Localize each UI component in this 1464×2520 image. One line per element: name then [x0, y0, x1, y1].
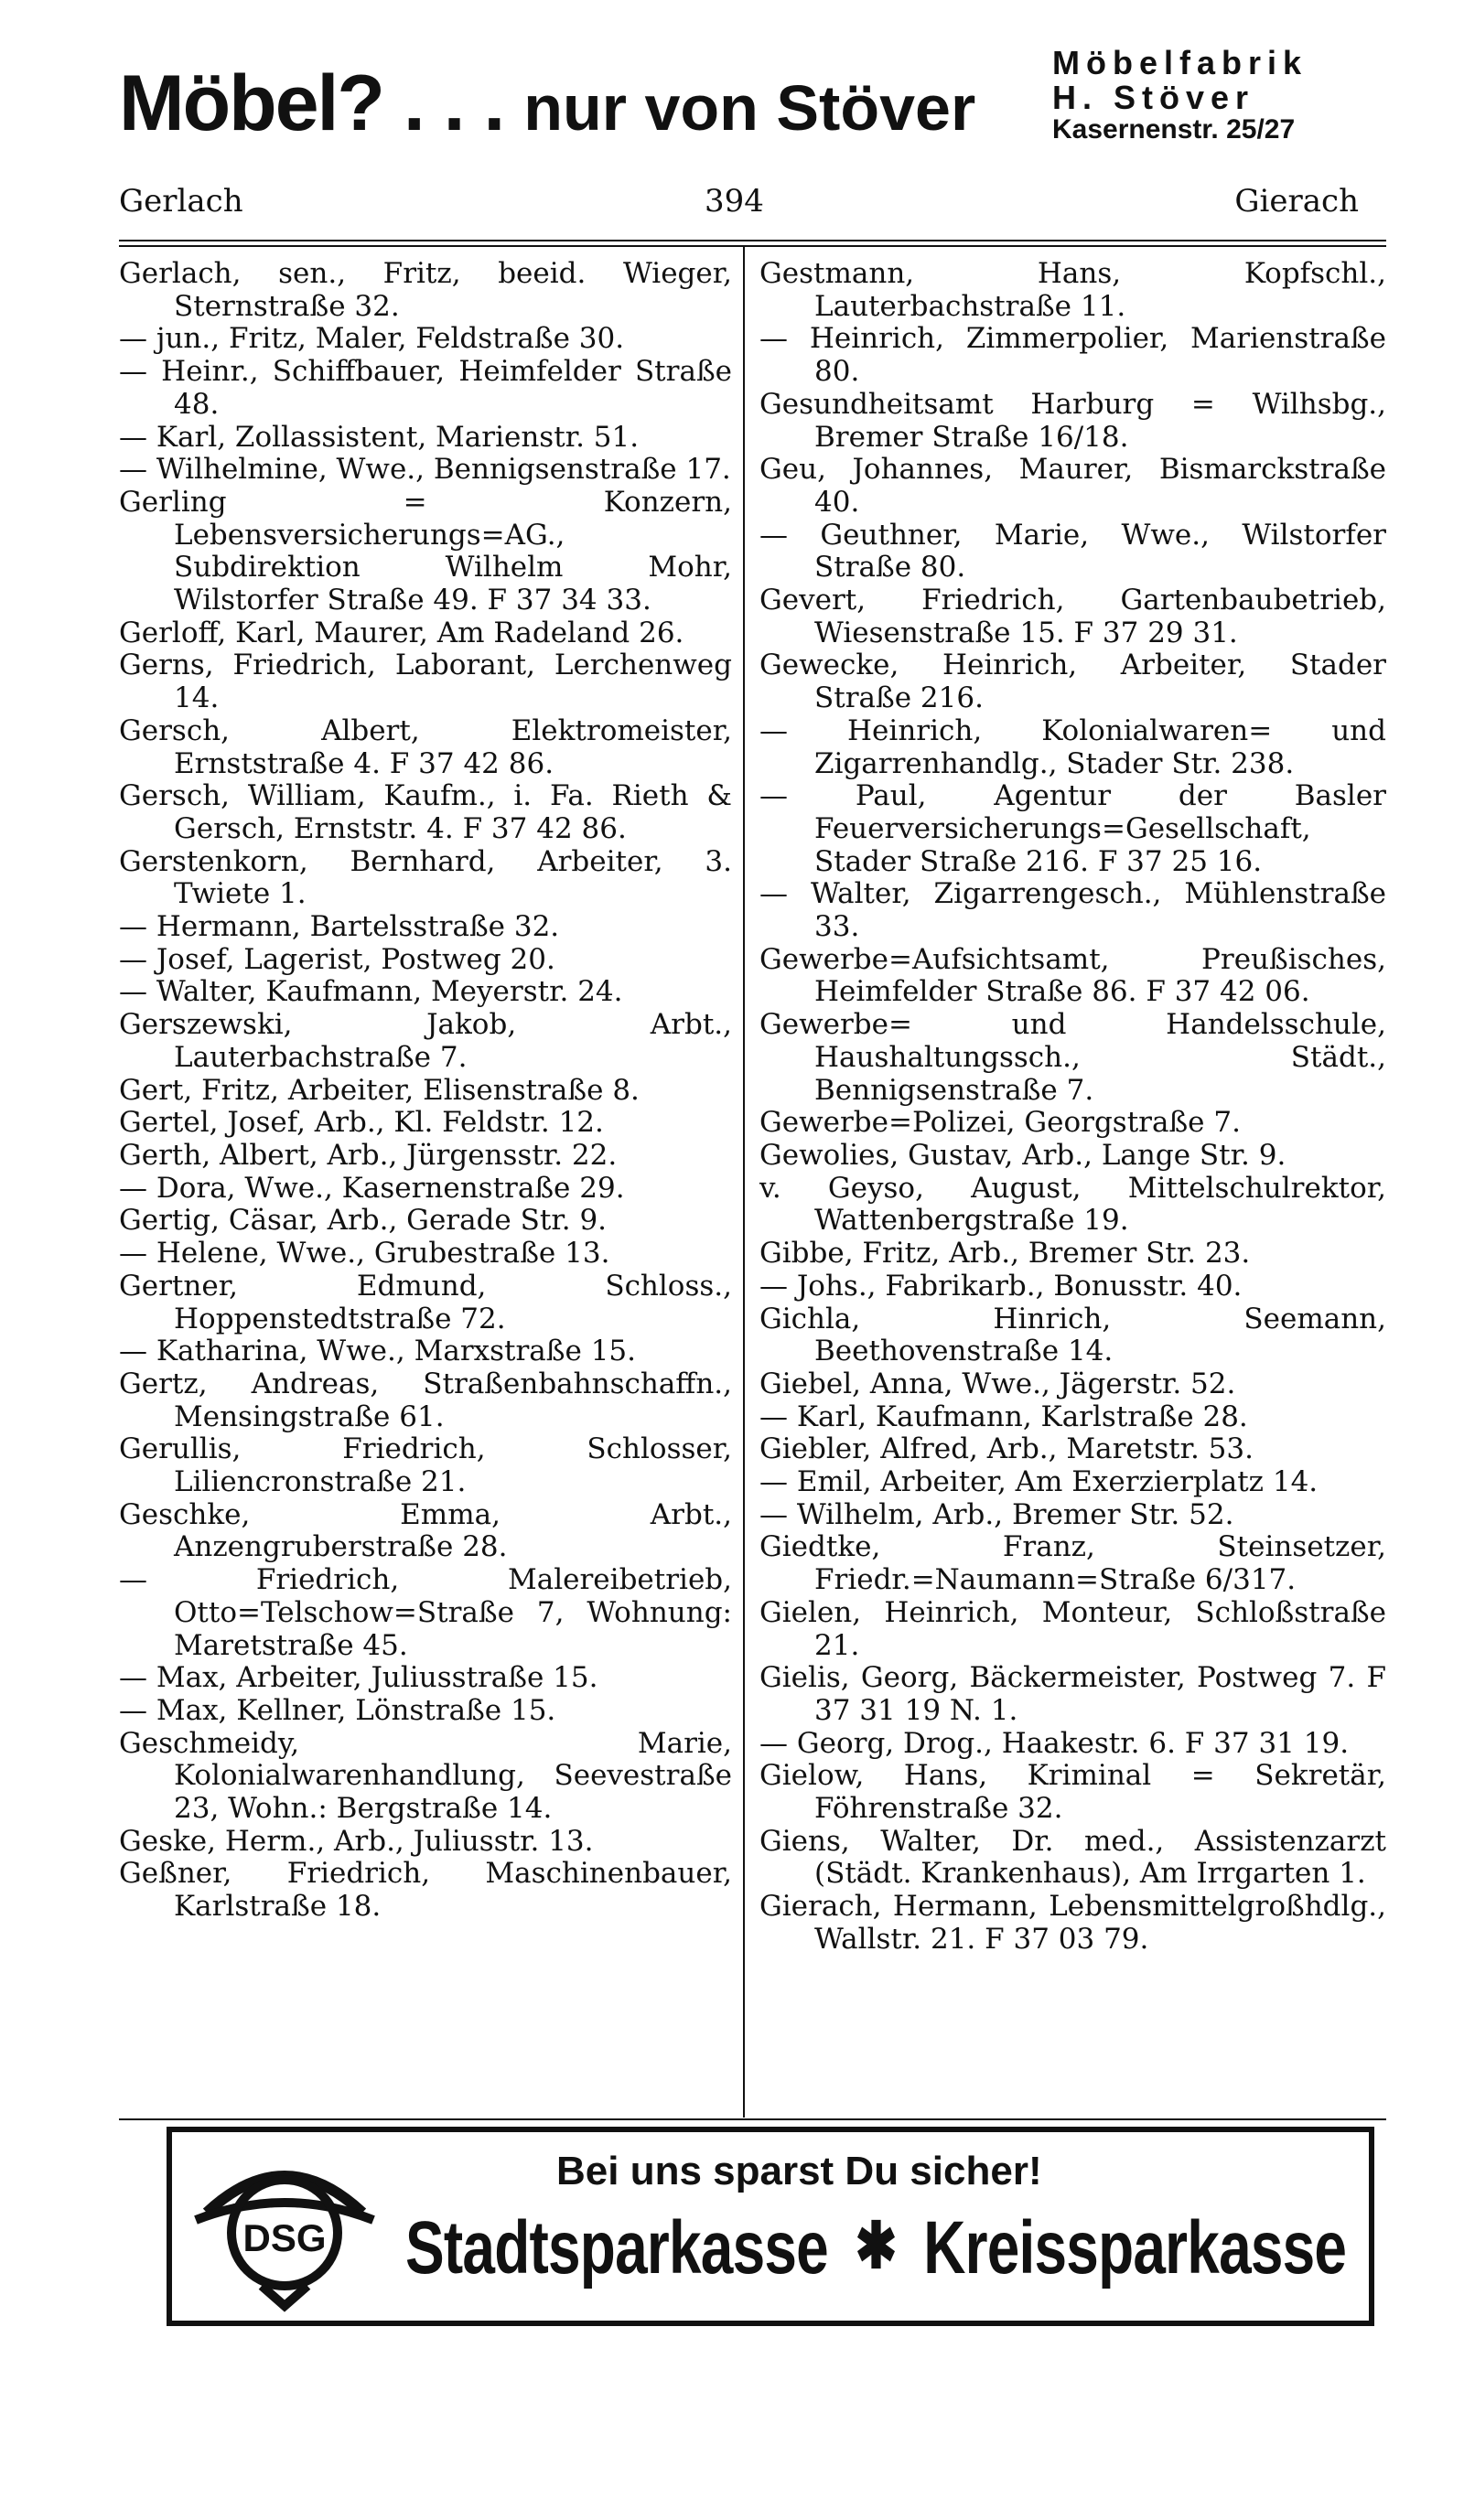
directory-entry: — Paul, Agentur der Basler Feuerversicherungs=Gesellschaft, Stader Straße 216. F 37 25 16.: [759, 779, 1386, 878]
directory-entry: Gerloff, Karl, Maurer, Am Radeland 26.: [119, 616, 684, 649]
directory-entry: Gibbe, Fritz, Arb., Bremer Str. 23.: [759, 1237, 1251, 1271]
ad-slogan: [119, 59, 976, 147]
directory-entry: — Johs., Fabrikarb., Bonusstr. 40.: [759, 1269, 1243, 1303]
directory-entry: Gertel, Josef, Arb., Kl. Feldstr. 12.: [119, 1106, 604, 1140]
bottom-advertisement: [167, 2127, 1374, 2326]
ad-bank-names: [405, 2205, 1346, 2291]
directory-entry: Gerszewski, Jakob, Arbt., Lauterbachstraße 7.: [119, 1008, 732, 1074]
ad-firm-block: [1052, 46, 1345, 144]
page-header: [119, 183, 1359, 229]
ad-firm-line3: Kasernenstr. 25/27: [1052, 113, 1296, 145]
header-rule-double: [119, 245, 1386, 247]
directory-entry: Gewerbe=Aufsichtsamt, Preußisches, Heimfelder Straße 86. F 37 42 06.: [759, 942, 1386, 1009]
directory-entry: Gewerbe=Polizei, Georgstraße 7.: [759, 1106, 1241, 1140]
directory-entry: Gewerbe= und Handelsschule, Haushaltungssch., Städt., Bennigsenstraße 7.: [759, 1008, 1386, 1107]
directory-entry: Giens, Walter, Dr. med., Assistenzarzt (Städt. Krankenhaus), Am Irrgarten 1.: [759, 1824, 1386, 1891]
directory-entry: Gichla, Hinrich, Seemann, Beethovenstraße 14.: [759, 1302, 1386, 1368]
directory-entry: Gersch, Albert, Elektromeister, Ernststraße 4. F 37 42 86.: [119, 713, 732, 780]
directory-entry: — Karl, Zollassistent, Marienstr. 51.: [119, 420, 640, 454]
directory-entry: Gertner, Edmund, Schloss., Hoppenstedtstraße 72.: [119, 1269, 732, 1335]
ad-firm-line1: Möbelfabrik: [1052, 44, 1308, 81]
directory-entry: Gielen, Heinrich, Monteur, Schloßstraße 21.: [759, 1595, 1386, 1662]
directory-entry: — Josef, Lagerist, Postweg 20.: [119, 942, 555, 976]
directory-entry: Gersch, William, Kaufm., i. Fa. Rieth & Gersch, Ernststr. 4. F 37 42 86.: [119, 779, 732, 845]
ad-slogan-tail: nur von Stöver: [523, 72, 976, 144]
directory-entry: Gerullis, Friedrich, Schlosser, Liliencronstraße 21.: [119, 1432, 732, 1499]
header-last-entry: Gierach: [1234, 183, 1359, 220]
directory-entry: — Wilhelm, Arb., Bremer Str. 52.: [759, 1497, 1234, 1531]
directory-entry: — Wilhelmine, Wwe., Bennigsenstraße 17.: [119, 453, 731, 487]
directory-entry: Geske, Herm., Arb., Juliusstr. 13.: [119, 1824, 594, 1858]
directory-entry: Gierach, Hermann, Lebensmittelgroßhdlg., Wallstr. 21. F 37 03 79.: [759, 1890, 1386, 1956]
header-first-entry: Gerlach: [119, 183, 243, 220]
directory-entry: Giedtke, Franz, Steinsetzer, Friedr.=Naumann=Straße 6/317.: [759, 1530, 1386, 1597]
directory-entry: Geu, Johannes, Maurer, Bismarckstraße 40.: [759, 453, 1386, 519]
directory-entry: — Heinr., Schiffbauer, Heimfelder Straße 48.: [119, 355, 732, 421]
directory-entry: Gerns, Friedrich, Laborant, Lerchenweg 14.: [119, 649, 732, 715]
directory-entry: Giebler, Alfred, Arb., Maretstr. 53.: [759, 1432, 1254, 1466]
directory-entry: — Friedrich, Malereibetrieb, Otto=Telschow=Straße 7, Wohnung: Maretstraße 45.: [119, 1563, 732, 1662]
directory-entry: Gielow, Hans, Kriminal = Sekretär, Föhrenstraße 32.: [759, 1759, 1386, 1826]
directory-entry: — Dora, Wwe., Kasernenstraße 29.: [119, 1171, 625, 1205]
directory-entry: Gerlach, sen., Fritz, beeid. Wieger, Sternstraße 32.: [119, 257, 732, 323]
directory-entry: Gewolies, Gustav, Arb., Lange Str. 9.: [759, 1138, 1286, 1172]
directory-entry: Gerth, Albert, Arb., Jürgensstr. 22.: [119, 1138, 618, 1172]
directory-entry: — Georg, Drog., Haakestr. 6. F 37 31 19.: [759, 1726, 1350, 1760]
directory-entry: — Walter, Zigarrengesch., Mühlenstraße 33.: [759, 877, 1386, 944]
ad-firm-line2: H. Stöver: [1052, 78, 1255, 116]
directory-entry: — Geuthner, Marie, Wwe., Wilstorfer Straße 80.: [759, 518, 1386, 584]
savings-bank-logo-icon: [188, 2149, 381, 2313]
directory-entry: Geßner, Friedrich, Maschinenbauer, Karlstraße 18.: [119, 1857, 732, 1924]
directory-entry: Gesundheitsamt Harburg = Wilhsbg., Bremer Straße 16/18.: [759, 387, 1386, 454]
directory-entry: — Heinrich, Kolonialwaren= und Zigarrenhandlg., Stader Str. 238.: [759, 713, 1386, 780]
column-separator: [743, 247, 745, 2118]
logo-lettering: DSG: [242, 2216, 327, 2259]
ad-slogan-main: Möbel? . . .: [119, 59, 504, 147]
ad-tagline: Bei uns sparst Du sicher!: [556, 2149, 1042, 2193]
directory-entry: Gertig, Cäsar, Arb., Gerade Str. 9.: [119, 1204, 608, 1238]
top-advertisement: [119, 37, 1345, 155]
left-column: [119, 258, 732, 1924]
bank-left-name: Stadtsparkasse: [405, 2206, 828, 2289]
directory-entry: — Hermann, Bartelsstraße 32.: [119, 910, 560, 944]
directory-entry: v. Geyso, August, Mittelschulrektor, Wattenbergstraße 19.: [759, 1171, 1386, 1238]
header-rule: [119, 240, 1386, 241]
directory-entry: Gerling = Konzern, Lebensversicherungs=AG., Subdirektion Wilhelm Mohr, Wilstorfer Straße 49. F 37 34 33.: [119, 485, 732, 617]
directory-entry: — Karl, Kaufmann, Karlstraße 28.: [759, 1399, 1248, 1433]
directory-entry: — Max, Arbeiter, Juliusstraße 15.: [119, 1661, 598, 1695]
directory-entry: — Max, Kellner, Lönstraße 15.: [119, 1693, 556, 1727]
bank-right-name: Kreissparkasse: [923, 2206, 1347, 2289]
directory-entry: Geschke, Emma, Arbt., Anzengruberstraße 28.: [119, 1497, 732, 1564]
footer-rule: [119, 2118, 1386, 2120]
directory-entry: Giebel, Anna, Wwe., Jägerstr. 52.: [759, 1367, 1236, 1400]
directory-entry: — Emil, Arbeiter, Am Exerzierplatz 14.: [759, 1465, 1319, 1499]
directory-entry: Gertz, Andreas, Straßenbahnschaffn., Mensingstraße 61.: [119, 1367, 732, 1433]
page-number: 394: [705, 183, 764, 220]
directory-entry: Gielis, Georg, Bäckermeister, Postweg 7. F 37 31 19 N. 1.: [759, 1661, 1386, 1727]
directory-entry: Gert, Fritz, Arbeiter, Elisenstraße 8.: [119, 1073, 640, 1107]
right-column: [759, 258, 1386, 1957]
directory-entry: Gerstenkorn, Bernhard, Arbeiter, 3. Twiete 1.: [119, 844, 732, 911]
directory-entry: — Helene, Wwe., Grubestraße 13.: [119, 1237, 610, 1271]
directory-entry: — Katharina, Wwe., Marxstraße 15.: [119, 1335, 636, 1368]
directory-entry: — jun., Fritz, Maler, Feldstraße 30.: [119, 322, 625, 356]
directory-entry: — Walter, Kaufmann, Meyerstr. 24.: [119, 975, 623, 1009]
star-icon: ✱: [855, 2210, 897, 2281]
directory-entry: Gewecke, Heinrich, Arbeiter, Stader Straße 216.: [759, 649, 1386, 715]
directory-entry: — Heinrich, Zimmerpolier, Marienstraße 80.: [759, 322, 1386, 389]
directory-entry: Gestmann, Hans, Kopfschl., Lauterbachstraße 11.: [759, 257, 1386, 323]
directory-entry: Gevert, Friedrich, Gartenbaubetrieb, Wiesenstraße 15. F 37 29 31.: [759, 584, 1386, 649]
directory-entry: Geschmeidy, Marie, Kolonialwarenhandlung, Seevestraße 23, Wohn.: Bergstraße 14.: [119, 1726, 732, 1826]
